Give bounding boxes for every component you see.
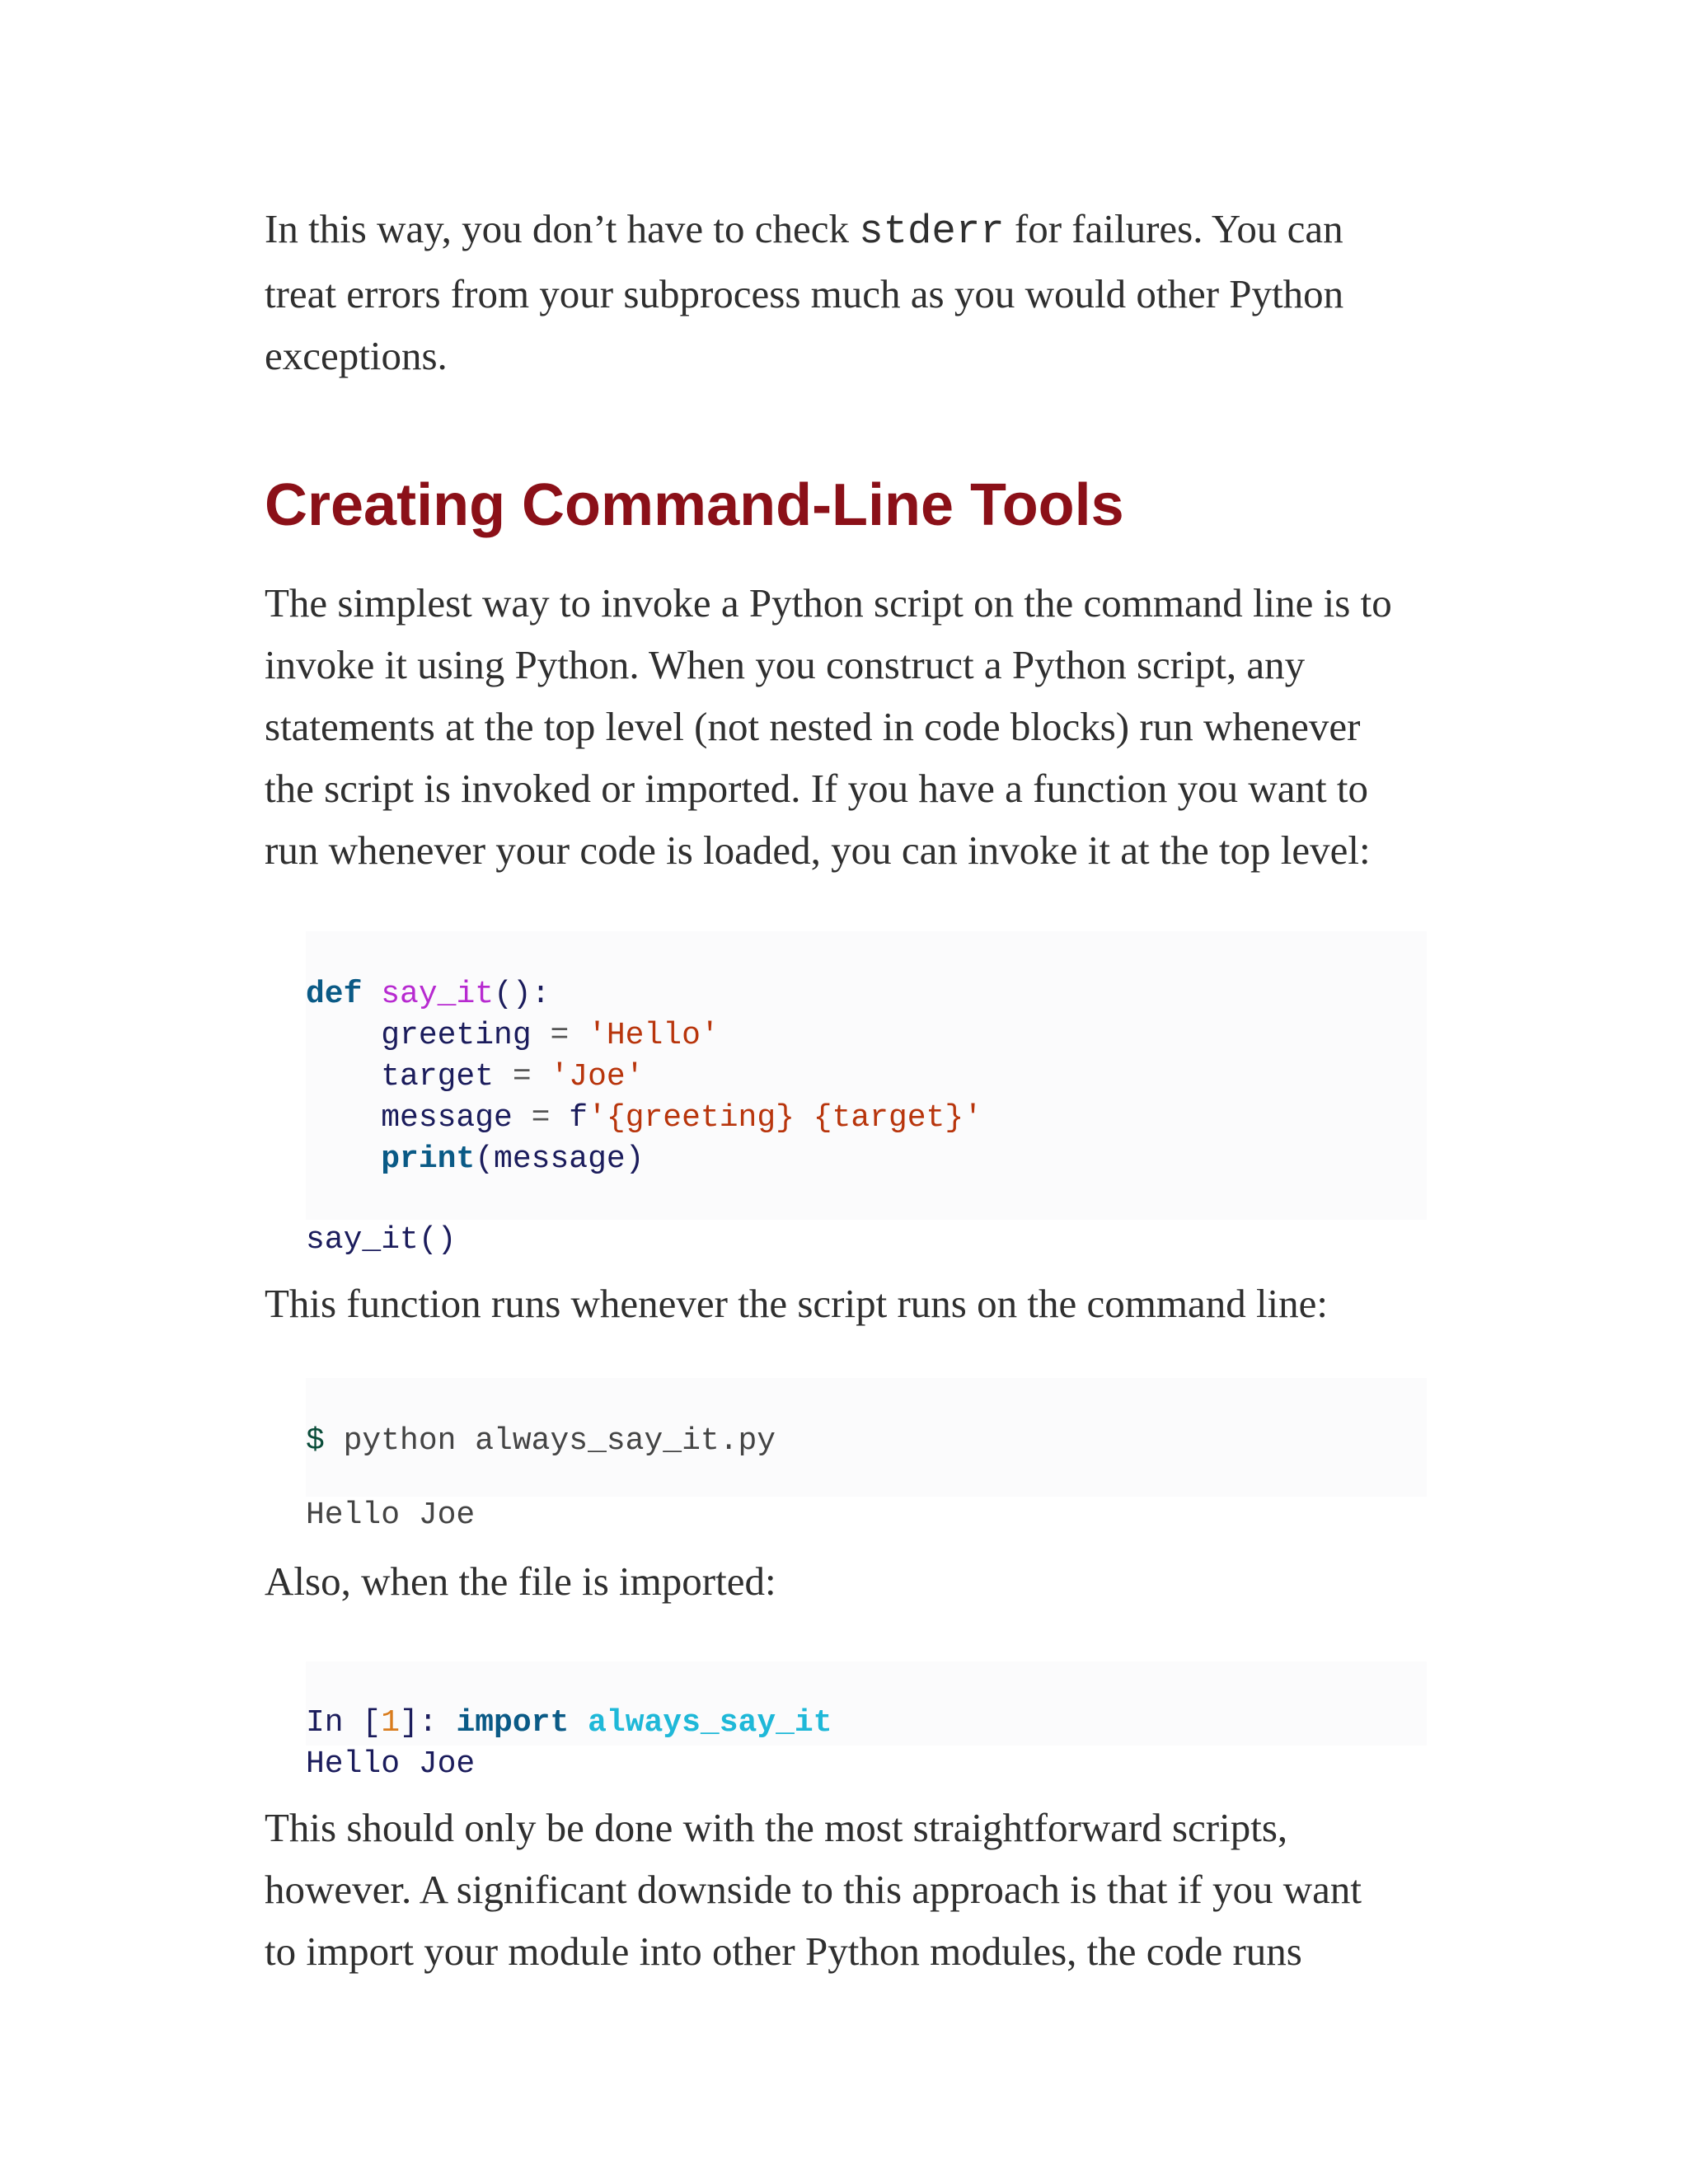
paragraph-line: the script is invoked or imported. If you have a function you want to [265, 766, 1369, 811]
operator-assign: = [512, 1100, 570, 1136]
paragraph-line: statements at the top level (not nested in code blocks) run whenever [265, 704, 1361, 749]
code-block-ipython [306, 1661, 1427, 1782]
keyword-def: def [306, 977, 363, 1012]
var-target: target [381, 1059, 495, 1094]
code-line-message [306, 1098, 1427, 1139]
fstring-prefix: f [569, 1100, 588, 1136]
intro-paragraph [265, 198, 1427, 387]
paragraph-4 [265, 1797, 1427, 1982]
def-tail: (): [494, 977, 551, 1012]
var-message: message [381, 1100, 513, 1136]
code-blank-line [306, 1180, 1427, 1220]
keyword-import: import [456, 1705, 570, 1741]
code-line-print [306, 1139, 1427, 1180]
paragraph-3: Also, when the file is imported: [265, 1558, 776, 1604]
ipython-in-number: 1 [381, 1705, 401, 1741]
code-block-say-it [306, 931, 1427, 1258]
string-hello: 'Hello' [588, 1018, 720, 1053]
shell-command: python always_say_it.py [324, 1423, 776, 1459]
paragraph-line: The simplest way to invoke a Python script on the command line is to [265, 580, 1392, 626]
string-joe: 'Joe' [550, 1059, 645, 1094]
inline-code-stderr: stderr [859, 209, 1005, 255]
shell-prompt: $ [306, 1423, 325, 1459]
var-greeting: greeting [381, 1018, 532, 1053]
paragraph-line: to import your module into other Python modules, the code runs [265, 1929, 1302, 1974]
paragraph-line: run whenever your code is loaded, you can invoke it at the top level: [265, 827, 1371, 873]
section-title: Creating Command-Line Tools [265, 472, 1124, 538]
operator-assign: = [531, 1018, 588, 1053]
paragraph-line: This should only be done with the most straightforward scripts, [265, 1805, 1288, 1850]
code-line-target [306, 1057, 1427, 1098]
function-name: say_it [381, 977, 495, 1012]
fstring-value: '{greeting} {target}' [588, 1100, 982, 1136]
code-line-greeting [306, 1015, 1427, 1057]
call-tail: () [418, 1222, 457, 1258]
intro-line-1 [265, 198, 1427, 263]
ipython-in-close: ]: [400, 1705, 457, 1741]
paragraph-2: This function runs whenever the script runs on the command line: [265, 1281, 1329, 1326]
code-line-def [306, 974, 1427, 1015]
intro-line-3: exceptions. [265, 333, 448, 378]
ipython-in-label: In [ [306, 1705, 382, 1741]
shell-output: Hello Joe [306, 1497, 476, 1533]
intro-line-2: treat errors from your subprocess much as you would other Python [265, 271, 1344, 316]
intro-text: In this way, you don’t have to check [265, 206, 860, 251]
print-args: (message) [475, 1141, 645, 1177]
call-name: say_it [306, 1222, 419, 1258]
module-name: always_say_it [588, 1705, 832, 1741]
intro-text-tail: for failures. You can [1004, 206, 1343, 251]
builtin-print: print [381, 1141, 476, 1177]
paragraph-line: however. A significant downside to this approach is that if you want [265, 1867, 1362, 1912]
paragraph-line: invoke it using Python. When you construct a Python script, any [265, 642, 1306, 687]
code-line-call [306, 1220, 1427, 1261]
ipython-input-line [306, 1703, 1427, 1744]
shell-command-line [306, 1421, 1427, 1462]
operator-assign: = [494, 1059, 551, 1094]
ipython-output: Hello Joe [306, 1746, 476, 1782]
paragraph-1 [265, 572, 1427, 881]
code-block-shell [306, 1378, 1427, 1533]
